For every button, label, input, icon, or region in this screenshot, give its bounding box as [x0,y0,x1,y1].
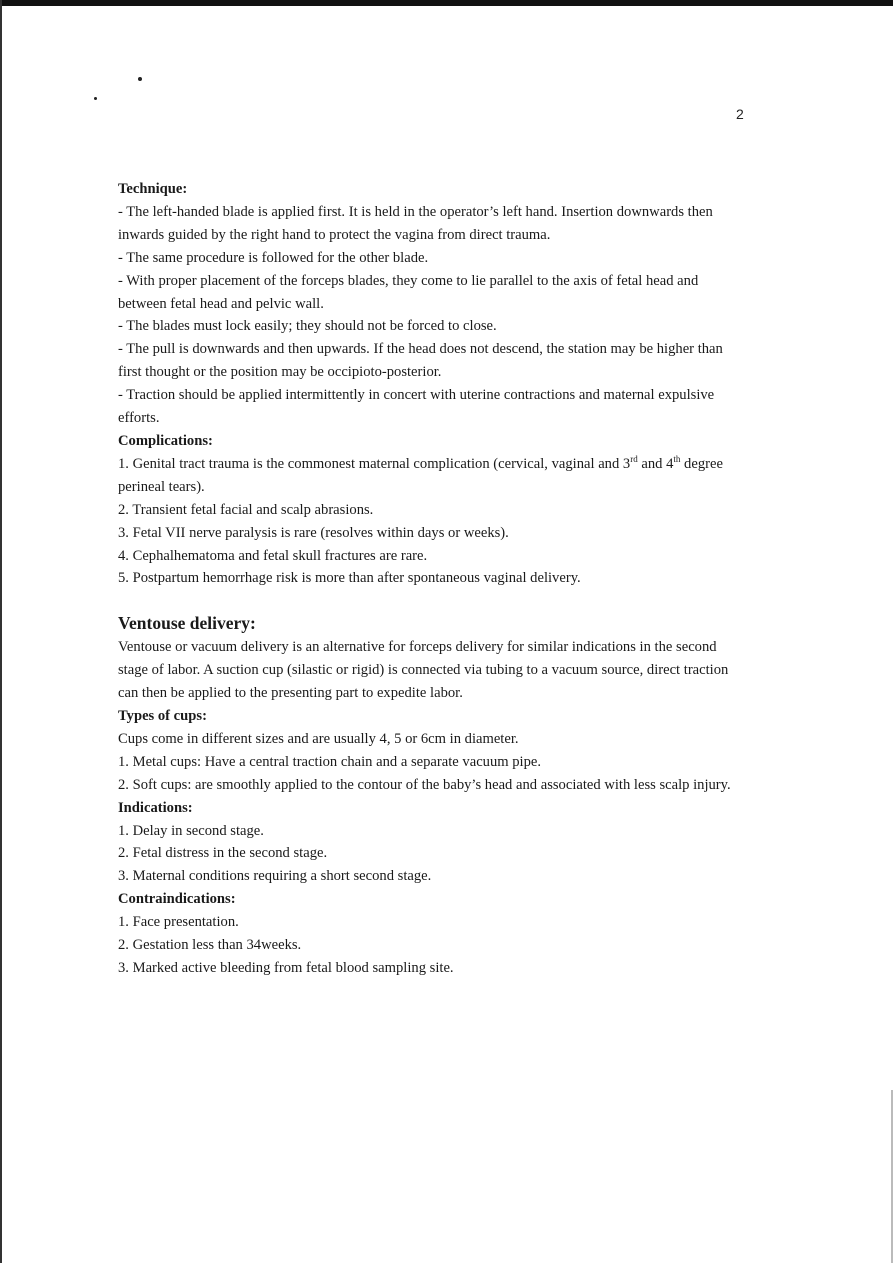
complication-item [118,453,748,499]
indication-item: 3. Maternal conditions requiring a short second stage. [118,868,432,885]
ordinal-suffix: th [673,454,681,465]
indication-item: 1. Delay in second stage. [118,822,264,839]
indication-item: 2. Fetal distress in the second stage. [118,845,328,862]
cups-item: 1. Metal cups: Have a central traction chain and a separate vacuum pipe. [118,753,542,770]
contraindication-item: 1. Face presentation. [118,914,239,931]
scan-left-edge [0,0,2,1263]
ventouse-intro: Ventouse or vacuum delivery is an alternative for forceps delivery for similar indications in the second stage of labor. A suction cup (silastic or rigid) is connected via tubing to a vacuum source, direct traction can then be applied to the presenting part to expedite labor. [118,639,729,702]
technique-item: - The pull is downwards and then upwards. If the head does not descend, the station may be higher than first thought or the position may be occipioto-posterior. [118,341,723,381]
complications-section [118,430,748,590]
complication-text: degree perineal tears). [118,455,723,495]
complication-item: 2. Transient fetal facial and scalp abrasions. [118,501,374,518]
scan-top-edge [0,0,893,6]
contraindications-section [118,888,748,980]
scan-speck [138,77,142,81]
complications-heading: Complications: [118,432,213,449]
cups-item: Cups come in different sizes and are usually 4, 5 or 6cm in diameter. [118,730,519,747]
types-of-cups-heading: Types of cups: [118,708,207,725]
indications-section [118,797,748,889]
page-number: 2 [736,106,744,122]
complication-text: and 4 [637,455,674,472]
technique-item: - The same procedure is followed for the other blade. [118,249,429,266]
complication-item: 5. Postpartum hemorrhage risk is more than after spontaneous vaginal delivery. [118,570,581,587]
ordinal-suffix: rd [630,454,638,465]
cups-item: 2. Soft cups: are smoothly applied to the contour of the baby’s head and associated with less scalp injury. [118,776,731,793]
technique-item: - The left-handed blade is applied first. It is held in the operator’s left hand. Insertion downwards then inwards guided by the right hand to protect the vagina from direct trauma. [118,203,713,243]
technique-heading: Technique: [118,181,188,197]
complication-text: 1. Genital tract trauma is the commonest maternal complication (cervical, vaginal and 3 [118,455,631,472]
ventouse-section [118,610,748,705]
complication-item: 3. Fetal VII nerve paralysis is rare (resolves within days or weeks). [118,524,509,541]
technique-section [118,178,748,430]
document-body [118,178,748,980]
indications-heading: Indications: [118,799,193,816]
types-of-cups-section [118,705,748,797]
technique-item: - Traction should be applied intermittently in concert with uterine contractions and maternal expulsive efforts. [118,387,715,427]
contraindication-item: 2. Gestation less than 34weeks. [118,937,302,954]
contraindications-heading: Contraindications: [118,891,236,908]
complication-item: 4. Cephalhematoma and fetal skull fractures are rare. [118,547,428,564]
technique-item: - The blades must lock easily; they should not be forced to close. [118,318,497,335]
ventouse-heading: Ventouse delivery: [118,613,256,634]
technique-item: - With proper placement of the forceps blades, they come to lie parallel to the axis of fetal head and between fetal head and pelvic wall. [118,272,699,312]
contraindication-item: 3. Marked active bleeding from fetal blood sampling site. [118,960,454,976]
scan-speck [94,97,97,100]
